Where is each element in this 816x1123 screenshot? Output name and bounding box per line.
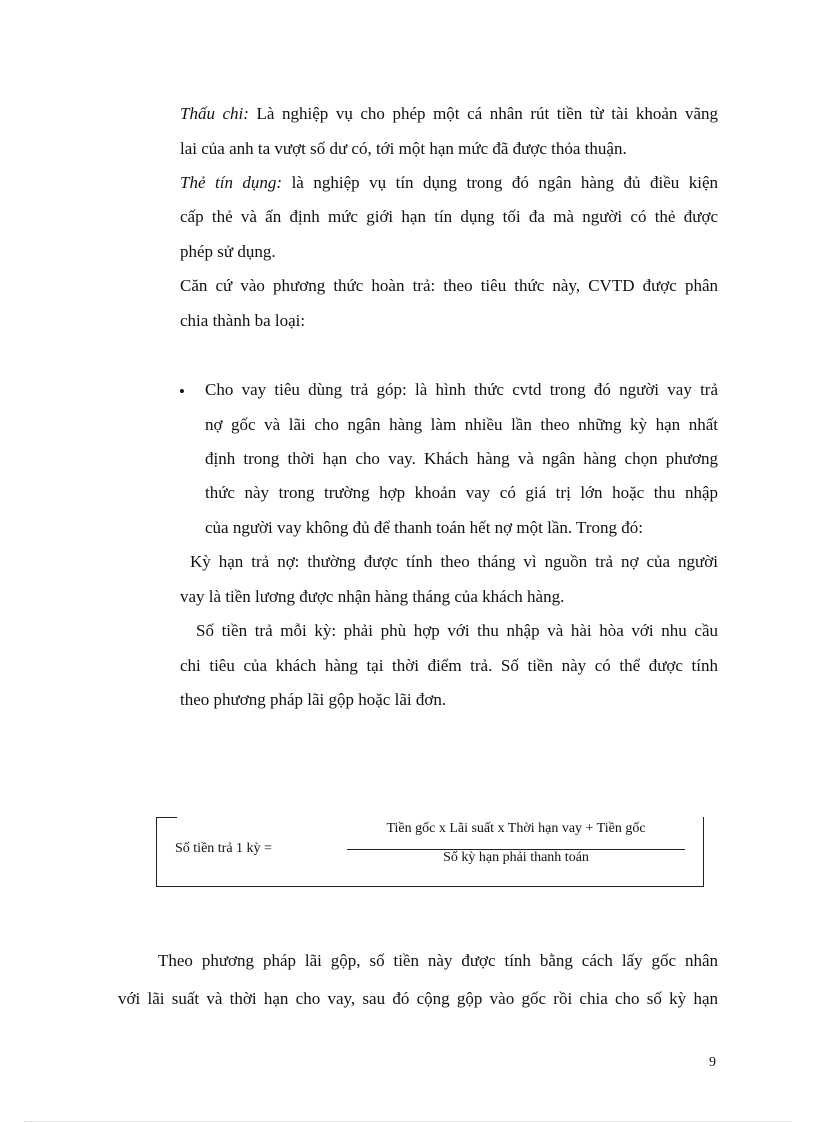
footer-dotted-rule — [24, 1121, 792, 1122]
installment-line-5: của người vay không đủ để thanh toán hết nợ một lần. Trong đó: — [205, 518, 643, 537]
credit-card-line-3: phép sử dụng. — [180, 242, 276, 261]
compound-line-1: Theo phương pháp lãi gộp, số tiền này được tính bằng cách lấy gốc nhân — [158, 951, 718, 970]
formula-box — [156, 817, 704, 887]
amount-per-term-line-3: theo phương pháp lãi gộp hoặc lãi đơn. — [180, 690, 447, 709]
formula-label: Số tiền trả 1 kỳ = — [175, 841, 272, 856]
amount-per-term-line-1: Số tiền trả mỗi kỳ: phải phù hợp với thu nhập và hài hòa với nhu cầu — [196, 621, 718, 640]
compound-line-2: với lãi suất và thời hạn cho vay, sau đó cộng gộp vào gốc rồi chia cho số kỳ hạn — [118, 989, 718, 1008]
bullet-icon: • — [179, 382, 185, 401]
credit-card-term: Thẻ tín dụng: — [180, 173, 283, 192]
credit-card-line-1 — [180, 172, 718, 194]
credit-card-text-1: là nghiệp vụ tín dụng trong đó ngân hàng đủ điều kiện — [282, 173, 718, 192]
installment-line-4: thức này trong trường hợp khoản vay có giá trị lớn hoặc thu nhập — [205, 483, 718, 502]
credit-card-line-2: cấp thẻ và ấn định mức giới hạn tín dụng tối đa mà người có thẻ được — [180, 207, 718, 226]
overdraft-line-1 — [180, 103, 718, 125]
overdraft-text-1: Là nghiệp vụ cho phép một cá nhân rút tiền từ tài khoản vãng — [248, 104, 718, 123]
repayment-intro-line-2: chia thành ba loại: — [180, 311, 306, 330]
formula-box-corner — [157, 817, 177, 818]
overdraft-line-2: lai của anh ta vượt số dư có, tới một hạn mức đã được thỏa thuận. — [180, 139, 627, 158]
installment-line-1: Cho vay tiêu dùng trả góp: là hình thức cvtd trong đó người vay trả — [205, 380, 718, 399]
installment-line-3: định trong thời hạn cho vay. Khách hàng và ngân hàng chọn phương — [205, 449, 718, 468]
term-repay-line-2: vay là tiền lương được nhận hàng tháng của khách hàng. — [180, 587, 565, 606]
page-number: 9 — [709, 1055, 716, 1070]
formula-numerator: Tiền gốc x Lãi suất x Thời hạn vay + Tiền gốc — [386, 821, 646, 836]
overdraft-term: Thấu chi: — [180, 104, 249, 123]
installment-line-2: nợ gốc và lãi cho ngân hàng làm nhiều lần theo những kỳ hạn nhất — [205, 415, 718, 434]
amount-per-term-line-2: chi tiêu của khách hàng tại thời điểm trả. Số tiền này có thể được tính — [180, 656, 718, 675]
formula-denominator: Số kỳ hạn phải thanh toán — [443, 850, 589, 865]
term-repay-line-1: Kỳ hạn trả nợ: thường được tính theo tháng vì nguồn trả nợ của người — [190, 552, 718, 571]
repayment-intro-line-1: Căn cứ vào phương thức hoàn trả: theo tiêu thức này, CVTD được phân — [180, 276, 718, 295]
